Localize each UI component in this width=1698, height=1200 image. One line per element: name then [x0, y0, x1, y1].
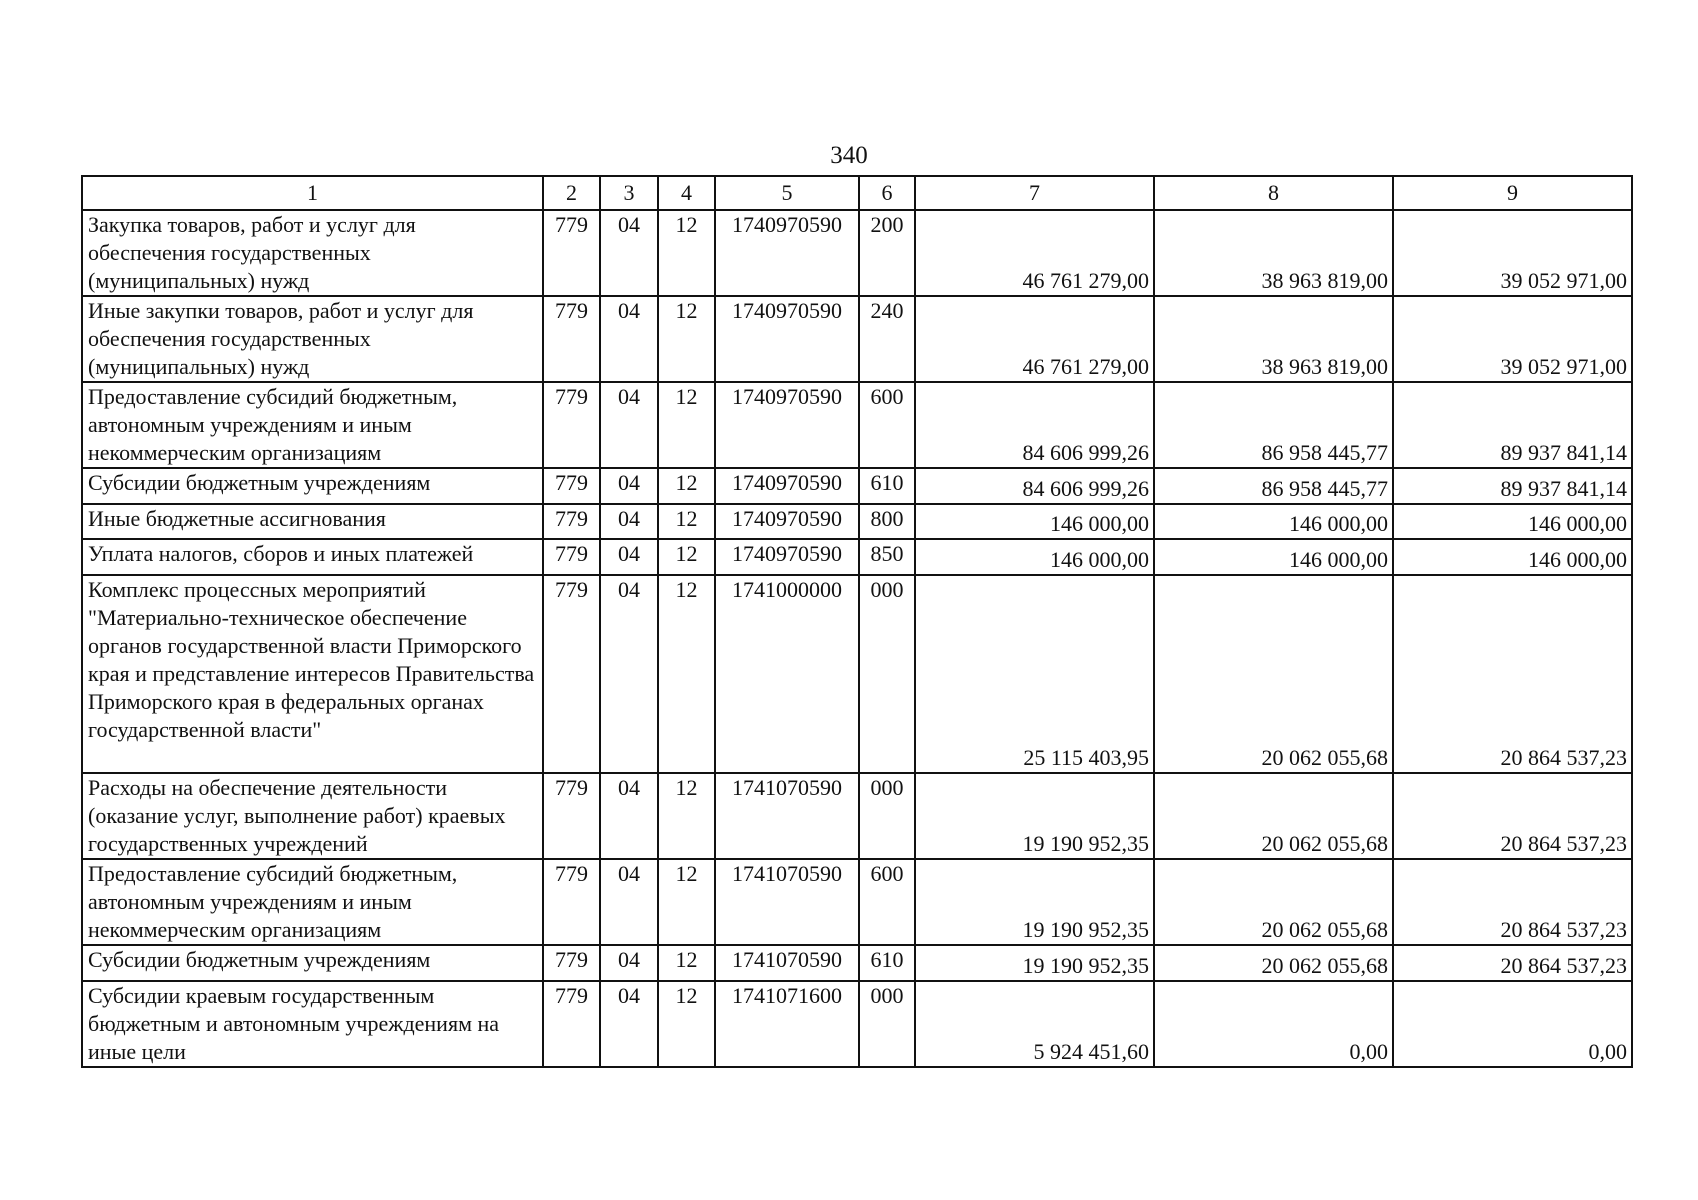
amount-cell: 19 190 952,35	[915, 859, 1154, 945]
amount-cell: 86 958 445,77	[1154, 382, 1393, 468]
amount-cell: 84 606 999,26	[915, 468, 1154, 504]
code-cell: 12	[658, 773, 715, 859]
row-name: Субсидии бюджетным учреждениям	[82, 468, 543, 504]
code-cell: 600	[859, 382, 915, 468]
row-name: Комплекс процессных мероприятий "Материально-техническое обеспечение органов государственной власти Приморского края и представление интересов Правительства Приморского края в федеральных органах государственной власти"	[82, 575, 543, 773]
table-row	[82, 468, 1632, 504]
table-row	[82, 296, 1632, 382]
amount-cell: 19 190 952,35	[915, 945, 1154, 981]
code-cell: 1740970590	[715, 504, 859, 539]
code-cell: 04	[600, 296, 658, 382]
row-name: Расходы на обеспечение деятельности (оказание услуг, выполнение работ) краевых государственных учреждений	[82, 773, 543, 859]
amount-cell: 19 190 952,35	[915, 773, 1154, 859]
code-cell: 850	[859, 539, 915, 575]
header-cell: 7	[915, 176, 1154, 210]
code-cell: 000	[859, 773, 915, 859]
header-cell: 8	[1154, 176, 1393, 210]
header-cell: 2	[543, 176, 600, 210]
amount-cell: 39 052 971,00	[1393, 210, 1632, 296]
row-name: Предоставление субсидий бюджетным, автономным учреждениям и иным некоммерческим организациям	[82, 859, 543, 945]
table-row	[82, 504, 1632, 539]
code-cell: 000	[859, 981, 915, 1067]
header-cell: 9	[1393, 176, 1632, 210]
amount-cell: 146 000,00	[1154, 504, 1393, 539]
code-cell: 800	[859, 504, 915, 539]
amount-cell: 20 864 537,23	[1393, 773, 1632, 859]
amount-cell: 46 761 279,00	[915, 296, 1154, 382]
table-row	[82, 773, 1632, 859]
code-cell: 610	[859, 468, 915, 504]
code-cell: 1740970590	[715, 296, 859, 382]
row-name: Субсидии краевым государственным бюджетным и автономным учреждениям на иные цели	[82, 981, 543, 1067]
amount-cell: 0,00	[1154, 981, 1393, 1067]
header-cell: 3	[600, 176, 658, 210]
row-name: Иные бюджетные ассигнования	[82, 504, 543, 539]
code-cell: 600	[859, 859, 915, 945]
code-cell: 1740970590	[715, 468, 859, 504]
amount-cell: 146 000,00	[1393, 539, 1632, 575]
code-cell: 04	[600, 382, 658, 468]
code-cell: 1741070590	[715, 945, 859, 981]
amount-cell: 25 115 403,95	[915, 575, 1154, 773]
row-name: Уплата налогов, сборов и иных платежей	[82, 539, 543, 575]
code-cell: 04	[600, 859, 658, 945]
header-row	[82, 176, 1632, 210]
code-cell: 12	[658, 504, 715, 539]
amount-cell: 146 000,00	[1154, 539, 1393, 575]
code-cell: 12	[658, 296, 715, 382]
code-cell: 1741000000	[715, 575, 859, 773]
amount-cell: 89 937 841,14	[1393, 468, 1632, 504]
table-row	[82, 382, 1632, 468]
code-cell: 12	[658, 539, 715, 575]
code-cell: 000	[859, 575, 915, 773]
code-cell: 240	[859, 296, 915, 382]
code-cell: 12	[658, 981, 715, 1067]
header-cell: 1	[82, 176, 543, 210]
row-name: Закупка товаров, работ и услуг для обеспечения государственных (муниципальных) нужд	[82, 210, 543, 296]
code-cell: 779	[543, 468, 600, 504]
table-row	[82, 859, 1632, 945]
code-cell: 1740970590	[715, 539, 859, 575]
code-cell: 200	[859, 210, 915, 296]
code-cell: 04	[600, 504, 658, 539]
code-cell: 779	[543, 382, 600, 468]
amount-cell: 20 864 537,23	[1393, 859, 1632, 945]
amount-cell: 84 606 999,26	[915, 382, 1154, 468]
amount-cell: 46 761 279,00	[915, 210, 1154, 296]
code-cell: 1740970590	[715, 382, 859, 468]
code-cell: 12	[658, 382, 715, 468]
table-row	[82, 575, 1632, 773]
code-cell: 779	[543, 539, 600, 575]
code-cell: 12	[658, 945, 715, 981]
amount-cell: 20 062 055,68	[1154, 773, 1393, 859]
code-cell: 1740970590	[715, 210, 859, 296]
amount-cell: 146 000,00	[1393, 504, 1632, 539]
amount-cell: 20 864 537,23	[1393, 945, 1632, 981]
budget-table	[81, 175, 1633, 1068]
header-cell: 6	[859, 176, 915, 210]
code-cell: 1741071600	[715, 981, 859, 1067]
amount-cell: 0,00	[1393, 981, 1632, 1067]
code-cell: 779	[543, 575, 600, 773]
code-cell: 610	[859, 945, 915, 981]
code-cell: 04	[600, 773, 658, 859]
row-name: Иные закупки товаров, работ и услуг для обеспечения государственных (муниципальных) нужд	[82, 296, 543, 382]
table-row	[82, 981, 1632, 1067]
header-cell: 5	[715, 176, 859, 210]
code-cell: 1741070590	[715, 773, 859, 859]
code-cell: 779	[543, 296, 600, 382]
code-cell: 12	[658, 468, 715, 504]
code-cell: 779	[543, 945, 600, 981]
header-cell: 4	[658, 176, 715, 210]
code-cell: 12	[658, 210, 715, 296]
table-row	[82, 539, 1632, 575]
code-cell: 04	[600, 981, 658, 1067]
amount-cell: 20 062 055,68	[1154, 945, 1393, 981]
code-cell: 779	[543, 210, 600, 296]
code-cell: 12	[658, 575, 715, 773]
code-cell: 779	[543, 504, 600, 539]
code-cell: 779	[543, 773, 600, 859]
row-name: Субсидии бюджетным учреждениям	[82, 945, 543, 981]
amount-cell: 20 062 055,68	[1154, 575, 1393, 773]
amount-cell: 38 963 819,00	[1154, 210, 1393, 296]
amount-cell: 39 052 971,00	[1393, 296, 1632, 382]
page-number: 340	[830, 142, 868, 169]
code-cell: 12	[658, 859, 715, 945]
amount-cell: 20 864 537,23	[1393, 575, 1632, 773]
amount-cell: 86 958 445,77	[1154, 468, 1393, 504]
code-cell: 04	[600, 210, 658, 296]
amount-cell: 5 924 451,60	[915, 981, 1154, 1067]
code-cell: 04	[600, 539, 658, 575]
amount-cell: 20 062 055,68	[1154, 859, 1393, 945]
amount-cell: 38 963 819,00	[1154, 296, 1393, 382]
row-name: Предоставление субсидий бюджетным, автономным учреждениям и иным некоммерческим организациям	[82, 382, 543, 468]
code-cell: 1741070590	[715, 859, 859, 945]
amount-cell: 146 000,00	[915, 504, 1154, 539]
code-cell: 04	[600, 575, 658, 773]
code-cell: 779	[543, 859, 600, 945]
code-cell: 04	[600, 945, 658, 981]
amount-cell: 146 000,00	[915, 539, 1154, 575]
amount-cell: 89 937 841,14	[1393, 382, 1632, 468]
table-row	[82, 945, 1632, 981]
table-row	[82, 210, 1632, 296]
code-cell: 779	[543, 981, 600, 1067]
code-cell: 04	[600, 468, 658, 504]
